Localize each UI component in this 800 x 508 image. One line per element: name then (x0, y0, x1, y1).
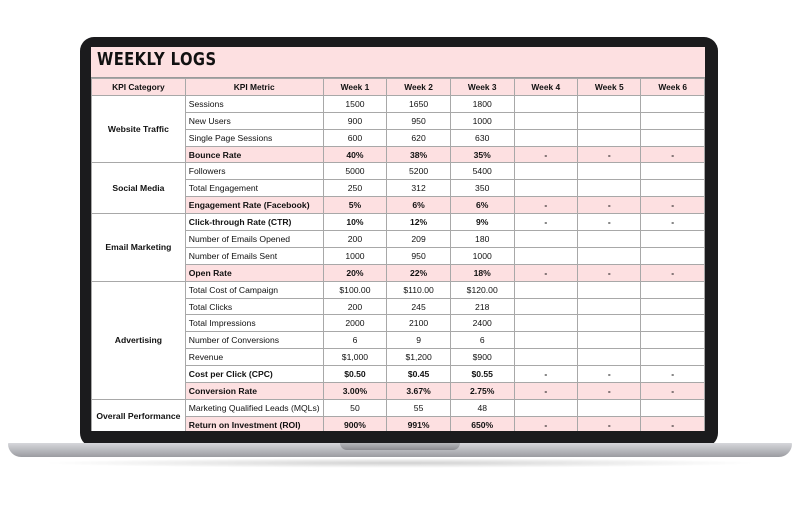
week-3-cell[interactable]: 1000 (450, 247, 514, 264)
week-2-cell[interactable]: 1650 (387, 95, 451, 112)
week-5-cell[interactable] (578, 349, 641, 366)
table-row (92, 214, 705, 231)
week-4-cell[interactable] (514, 231, 577, 248)
category-cell[interactable]: Website Traffic (92, 95, 186, 163)
kpi-table (91, 78, 705, 431)
week-2-cell[interactable]: $1,200 (387, 349, 451, 366)
category-cell[interactable]: Advertising (92, 281, 186, 399)
week-2-cell[interactable]: 12% (387, 214, 451, 231)
week-4-cell[interactable] (514, 332, 577, 349)
metric-cell[interactable]: Single Page Sessions (185, 129, 323, 146)
week-4-cell[interactable] (514, 247, 577, 264)
week-3-cell[interactable]: 650% (450, 416, 514, 431)
week-3-cell[interactable]: 630 (450, 129, 514, 146)
week-4-cell[interactable] (514, 163, 577, 180)
metric-cell[interactable]: Cost per Click (CPC) (185, 366, 323, 383)
week-2-cell[interactable]: 950 (387, 247, 451, 264)
week-6-cell[interactable] (641, 180, 705, 197)
week-5-cell[interactable] (578, 247, 641, 264)
week-2-cell[interactable]: 620 (387, 129, 451, 146)
metric-cell[interactable]: Return on Investment (ROI) (185, 416, 323, 431)
week-4-cell[interactable]: - (514, 383, 577, 400)
week-6-cell[interactable]: - (641, 146, 705, 163)
week-1-cell[interactable]: $0.50 (323, 366, 387, 383)
week-3-cell[interactable]: 218 (450, 298, 514, 315)
metric-cell[interactable]: Total Clicks (185, 298, 323, 315)
week-1-cell[interactable]: 10% (323, 214, 387, 231)
week-6-cell[interactable] (641, 281, 705, 298)
metric-cell[interactable]: Total Impressions (185, 315, 323, 332)
table-row (92, 95, 705, 112)
week-6-cell[interactable]: - (641, 383, 705, 400)
week-5-cell[interactable] (578, 399, 641, 416)
laptop-shadow (40, 458, 760, 468)
metric-cell[interactable]: Followers (185, 163, 323, 180)
week-4-cell[interactable]: - (514, 214, 577, 231)
metric-cell[interactable]: Number of Emails Sent (185, 247, 323, 264)
category-cell[interactable]: Email Marketing (92, 214, 186, 282)
week-4-cell[interactable] (514, 399, 577, 416)
week-3-cell[interactable]: 6 (450, 332, 514, 349)
week-1-cell[interactable]: 40% (323, 146, 387, 163)
metric-cell[interactable]: Number of Emails Opened (185, 231, 323, 248)
week-6-cell[interactable] (641, 332, 705, 349)
week-3-cell[interactable]: 2.75% (450, 383, 514, 400)
week-6-cell[interactable] (641, 231, 705, 248)
metric-cell[interactable]: Engagement Rate (Facebook) (185, 197, 323, 214)
week-5-cell[interactable] (578, 180, 641, 197)
week-4-cell[interactable]: - (514, 146, 577, 163)
header-kpi-category[interactable]: KPI Category (92, 79, 186, 96)
header-week-2[interactable]: Week 2 (387, 79, 451, 96)
header-week-1[interactable]: Week 1 (323, 79, 387, 96)
week-2-cell[interactable]: $110.00 (387, 281, 451, 298)
week-4-cell[interactable] (514, 95, 577, 112)
week-2-cell[interactable]: 991% (387, 416, 451, 431)
week-6-cell[interactable]: - (641, 214, 705, 231)
week-5-cell[interactable] (578, 315, 641, 332)
week-6-cell[interactable] (641, 129, 705, 146)
metric-cell[interactable]: Total Engagement (185, 180, 323, 197)
week-1-cell[interactable]: 5% (323, 197, 387, 214)
week-1-cell[interactable]: $1,000 (323, 349, 387, 366)
week-3-cell[interactable]: 18% (450, 264, 514, 281)
table-row (92, 399, 705, 416)
header-kpi-metric[interactable]: KPI Metric (185, 79, 323, 96)
week-6-cell[interactable] (641, 399, 705, 416)
week-6-cell[interactable]: - (641, 264, 705, 281)
header-week-5[interactable]: Week 5 (578, 79, 641, 96)
week-2-cell[interactable]: 22% (387, 264, 451, 281)
week-6-cell[interactable] (641, 247, 705, 264)
week-4-cell[interactable] (514, 349, 577, 366)
table-row (92, 163, 705, 180)
week-2-cell[interactable]: 2100 (387, 315, 451, 332)
week-6-cell[interactable]: - (641, 197, 705, 214)
week-4-cell[interactable]: - (514, 366, 577, 383)
kpi-table-body (92, 95, 705, 431)
week-3-cell[interactable]: 5400 (450, 163, 514, 180)
week-5-cell[interactable] (578, 298, 641, 315)
week-6-cell[interactable]: - (641, 366, 705, 383)
week-3-cell[interactable]: 180 (450, 231, 514, 248)
week-5-cell[interactable]: - (578, 197, 641, 214)
week-1-cell[interactable]: 200 (323, 231, 387, 248)
header-week-6[interactable]: Week 6 (641, 79, 705, 96)
week-2-cell[interactable]: $0.45 (387, 366, 451, 383)
metric-cell[interactable]: Open Rate (185, 264, 323, 281)
week-5-cell[interactable]: - (578, 146, 641, 163)
week-3-cell[interactable]: 1000 (450, 112, 514, 129)
week-1-cell[interactable]: 1500 (323, 95, 387, 112)
metric-cell[interactable]: Total Cost of Campaign (185, 281, 323, 298)
week-5-cell[interactable]: - (578, 264, 641, 281)
week-1-cell[interactable]: $100.00 (323, 281, 387, 298)
metric-cell[interactable]: New Users (185, 112, 323, 129)
week-3-cell[interactable]: 6% (450, 197, 514, 214)
week-6-cell[interactable] (641, 95, 705, 112)
week-2-cell[interactable]: 9 (387, 332, 451, 349)
week-4-cell[interactable] (514, 298, 577, 315)
week-2-cell[interactable]: 312 (387, 180, 451, 197)
week-3-cell[interactable]: 35% (450, 146, 514, 163)
week-4-cell[interactable]: - (514, 197, 577, 214)
week-2-cell[interactable]: 38% (387, 146, 451, 163)
header-row (92, 79, 705, 96)
week-1-cell[interactable]: 900 (323, 112, 387, 129)
metric-cell[interactable]: Sessions (185, 95, 323, 112)
week-3-cell[interactable]: $0.55 (450, 366, 514, 383)
week-4-cell[interactable] (514, 112, 577, 129)
week-3-cell[interactable]: $900 (450, 349, 514, 366)
week-1-cell[interactable]: 2000 (323, 315, 387, 332)
week-5-cell[interactable] (578, 281, 641, 298)
metric-cell[interactable]: Conversion Rate (185, 383, 323, 400)
week-1-cell[interactable]: 20% (323, 264, 387, 281)
week-3-cell[interactable]: 48 (450, 399, 514, 416)
category-cell[interactable]: Overall Performance (92, 399, 186, 431)
week-2-cell[interactable]: 6% (387, 197, 451, 214)
week-1-cell[interactable]: 50 (323, 399, 387, 416)
week-6-cell[interactable] (641, 315, 705, 332)
metric-cell[interactable]: Bounce Rate (185, 146, 323, 163)
metric-cell[interactable]: Revenue (185, 349, 323, 366)
week-5-cell[interactable] (578, 231, 641, 248)
week-2-cell[interactable]: 3.67% (387, 383, 451, 400)
metric-cell[interactable]: Click-through Rate (CTR) (185, 214, 323, 231)
week-6-cell[interactable] (641, 163, 705, 180)
laptop-notch (340, 443, 460, 450)
spreadsheet-screen (91, 47, 705, 431)
week-3-cell[interactable]: 9% (450, 214, 514, 231)
week-2-cell[interactable]: 950 (387, 112, 451, 129)
week-5-cell[interactable] (578, 129, 641, 146)
week-1-cell[interactable]: 200 (323, 298, 387, 315)
week-1-cell[interactable]: 900% (323, 416, 387, 431)
week-4-cell[interactable] (514, 129, 577, 146)
week-2-cell[interactable]: 5200 (387, 163, 451, 180)
week-3-cell[interactable]: 1800 (450, 95, 514, 112)
sheet-title: WEEKLY LOGS (97, 49, 217, 70)
week-5-cell[interactable]: - (578, 383, 641, 400)
week-3-cell[interactable]: 350 (450, 180, 514, 197)
week-4-cell[interactable] (514, 180, 577, 197)
metric-cell[interactable]: Marketing Qualified Leads (MQLs) (185, 399, 323, 416)
week-3-cell[interactable]: 2400 (450, 315, 514, 332)
week-1-cell[interactable]: 600 (323, 129, 387, 146)
week-4-cell[interactable]: - (514, 264, 577, 281)
week-5-cell[interactable]: - (578, 416, 641, 431)
week-5-cell[interactable]: - (578, 214, 641, 231)
week-6-cell[interactable] (641, 349, 705, 366)
week-6-cell[interactable]: - (641, 416, 705, 431)
header-week-4[interactable]: Week 4 (514, 79, 577, 96)
table-row (92, 281, 705, 298)
week-2-cell[interactable]: 209 (387, 231, 451, 248)
week-5-cell[interactable] (578, 112, 641, 129)
week-5-cell[interactable]: - (578, 366, 641, 383)
title-bar (91, 47, 705, 78)
week-1-cell[interactable]: 6 (323, 332, 387, 349)
week-1-cell[interactable]: 3.00% (323, 383, 387, 400)
category-cell[interactable]: Social Media (92, 163, 186, 214)
week-2-cell[interactable]: 55 (387, 399, 451, 416)
week-1-cell[interactable]: 5000 (323, 163, 387, 180)
week-2-cell[interactable]: 245 (387, 298, 451, 315)
week-5-cell[interactable] (578, 332, 641, 349)
week-4-cell[interactable]: - (514, 416, 577, 431)
week-5-cell[interactable] (578, 163, 641, 180)
metric-cell[interactable]: Number of Conversions (185, 332, 323, 349)
week-1-cell[interactable]: 250 (323, 180, 387, 197)
header-week-3[interactable]: Week 3 (450, 79, 514, 96)
week-6-cell[interactable] (641, 298, 705, 315)
week-4-cell[interactable] (514, 315, 577, 332)
week-1-cell[interactable]: 1000 (323, 247, 387, 264)
week-6-cell[interactable] (641, 112, 705, 129)
week-5-cell[interactable] (578, 95, 641, 112)
week-4-cell[interactable] (514, 281, 577, 298)
week-3-cell[interactable]: $120.00 (450, 281, 514, 298)
